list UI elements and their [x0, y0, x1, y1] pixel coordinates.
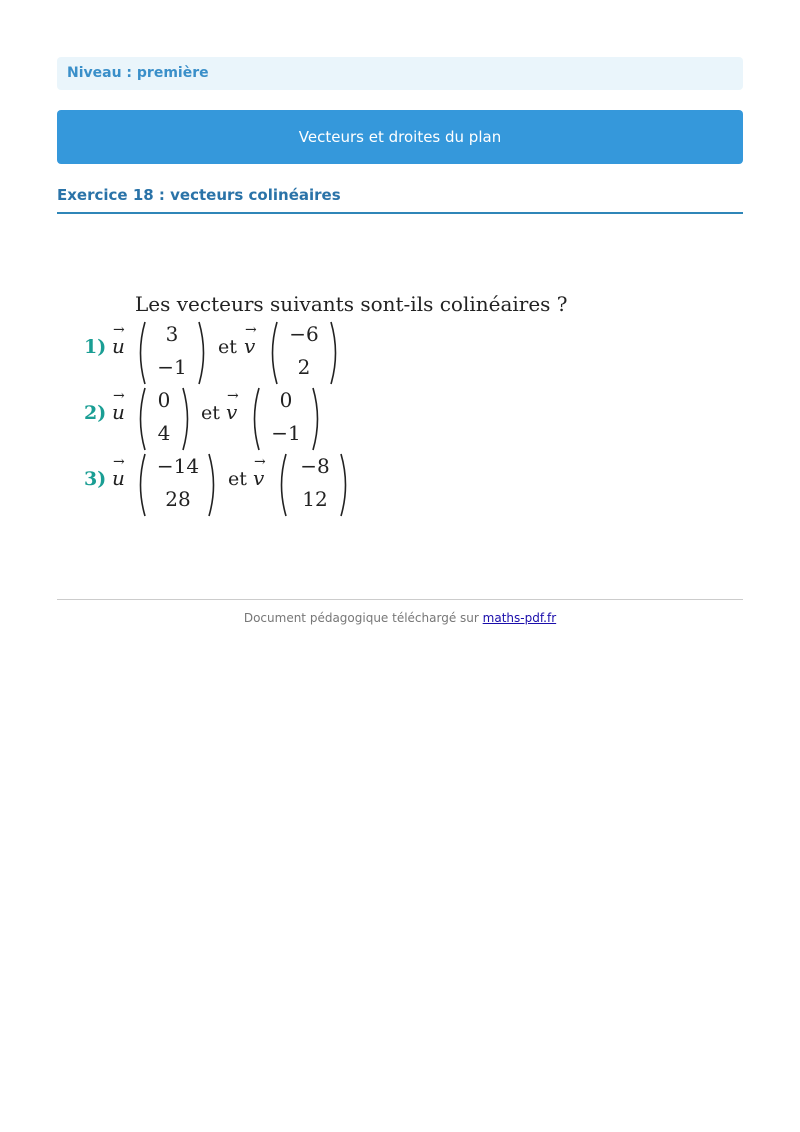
vector-v-label: → v	[244, 322, 257, 358]
vector-u-x: −14	[156, 454, 200, 478]
connector-et: et	[201, 402, 220, 424]
chapter-title: Vecteurs et droites du plan	[298, 128, 502, 146]
vector-u-label: → u	[112, 454, 125, 490]
item-number: 2)	[84, 402, 107, 424]
vector-u-label: → u	[112, 388, 125, 424]
vector-u-x: 3	[165, 322, 179, 346]
right-paren-icon	[206, 452, 220, 518]
left-paren-icon	[275, 452, 289, 518]
left-paren-icon	[134, 320, 148, 386]
vector-arrow-icon: →	[113, 322, 125, 338]
vector-v-label: → v	[226, 388, 239, 424]
vector-v-y: 12	[302, 487, 328, 511]
exercise-title: Exercice 18 : vecteurs colinéaires	[57, 186, 743, 214]
vector-arrow-icon: →	[254, 454, 266, 470]
right-paren-icon	[196, 320, 210, 386]
vector-u-y: 28	[165, 487, 191, 511]
item-number: 1)	[84, 336, 107, 358]
vector-u-label: → u	[112, 322, 125, 358]
chapter-banner	[57, 110, 743, 164]
footer	[57, 611, 743, 625]
left-paren-icon	[266, 320, 280, 386]
left-paren-icon	[248, 386, 262, 452]
vector-v-y: −1	[271, 421, 301, 445]
right-paren-icon	[338, 452, 352, 518]
vector-arrow-icon: →	[113, 454, 125, 470]
footer-link[interactable]: maths-pdf.fr	[482, 611, 557, 625]
vector-arrow-icon: →	[227, 388, 239, 404]
vector-v-x: −8	[300, 454, 330, 478]
footer-text: Document pédagogique téléchargé sur	[243, 611, 479, 625]
right-paren-icon	[328, 320, 342, 386]
connector-et: et	[228, 468, 247, 490]
left-paren-icon	[134, 386, 148, 452]
vector-v-x: 0	[279, 388, 293, 412]
exercise-statement	[80, 290, 580, 525]
right-paren-icon	[180, 386, 194, 452]
vector-arrow-icon: →	[245, 322, 257, 338]
vector-u-x: 0	[157, 388, 171, 412]
vector-v-label: → v	[253, 454, 266, 490]
vector-u-y: −1	[157, 355, 187, 379]
problem-intro: Les vecteurs suivants sont-ils colinéaires ?	[135, 292, 568, 316]
vector-v-x: −6	[289, 322, 319, 346]
left-paren-icon	[134, 452, 148, 518]
vector-arrow-icon: →	[113, 388, 125, 404]
level-label: Niveau : première	[57, 57, 743, 90]
vector-v-y: 2	[297, 355, 311, 379]
footer-divider	[57, 599, 743, 600]
connector-et: et	[218, 336, 237, 358]
right-paren-icon	[310, 386, 324, 452]
item-number: 3)	[84, 468, 107, 490]
vector-u-y: 4	[157, 421, 171, 445]
